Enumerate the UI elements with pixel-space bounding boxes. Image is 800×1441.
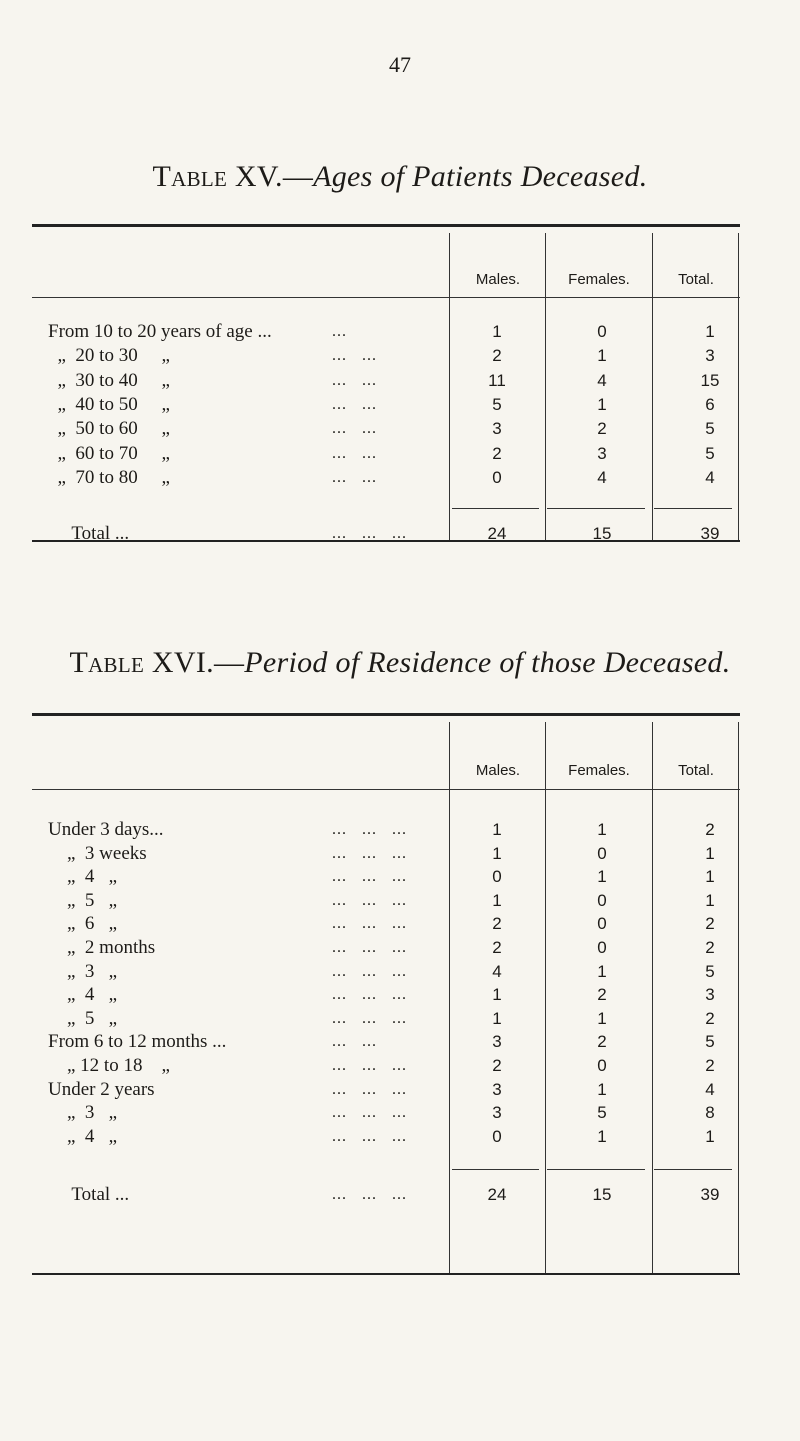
header-total: Total. [678,271,714,288]
row-label: „ 12 to 18 „ [48,1055,170,1076]
total-value: 1 [705,867,715,887]
total-value: 2 [705,914,715,934]
row-leader-dots: ... ... [332,347,377,365]
females-value: 0 [597,890,607,910]
row-leader-dots: ... ... ... [332,1009,407,1027]
females-value: 1 [597,867,607,887]
females-value: 1 [597,1008,607,1028]
females-value: 1 [597,820,607,839]
total-value: 39 [700,1184,720,1204]
total-value: 39 [700,523,720,543]
table-xv-title-prefix: Table XV. [152,160,283,193]
row-leader-dots: ... ... ... [332,524,407,542]
total-value: 2 [705,938,715,957]
total-value: 1 [705,843,715,863]
females-value: 0 [597,1056,607,1075]
females-value: 0 [597,914,607,934]
table-xv-title: Table XV.—Ages of Patients Deceased. [152,160,648,193]
females-value: 1 [597,394,607,414]
table-row [32,960,740,983]
males-value: 1 [492,820,502,839]
header-males: Males. [475,271,521,288]
females-value: 2 [597,1032,607,1052]
total-value: 4 [705,1079,715,1099]
females-value: 15 [592,523,612,543]
row-leader-dots: ... ... ... [332,1080,407,1098]
table-row [32,936,740,959]
females-value: 2 [597,985,607,1005]
row-label: Total ... [48,522,130,544]
males-value: 0 [492,867,502,887]
row-label: „ 60 to 70 „ [48,442,170,464]
males-value: 0 [492,467,502,487]
males-value: 0 [492,1126,502,1146]
males-value: 1 [492,322,502,341]
row-leader-dots: ... ... ... [332,1127,407,1145]
total-value: 1 [705,890,715,910]
table-row [32,1054,740,1077]
females-value: 15 [592,1184,612,1204]
table-row [32,466,740,489]
row-leader-dots: ... ... [332,468,377,486]
males-value: 2 [492,1056,502,1075]
row-label: „ 6 „ [48,913,118,935]
row-leader-dots: ... ... ... [332,844,407,862]
total-row [32,522,740,545]
females-value: 1 [597,346,607,366]
row-label: „ 70 to 80 „ [48,466,170,488]
females-value: 0 [597,843,607,863]
row-leader-dots: ... ... ... [332,962,407,980]
row-label: „ 4 „ [48,1125,118,1147]
table-row [32,369,740,392]
row-leader-dots: ... ... ... [332,1185,407,1203]
total-value: 8 [705,1103,715,1123]
total-value: 1 [705,322,715,341]
row-leader-dots: ... ... ... [332,986,407,1004]
table-xvi-title-prefix: Table XVI. [69,646,214,679]
row-label: Under 3 days... [48,819,164,840]
table-row [32,912,740,935]
table-xvi [32,713,740,1275]
row-leader-dots: ... ... ... [332,821,407,838]
row-leader-dots: ... ... [332,420,377,438]
row-leader-dots: ... ... [332,371,377,389]
total-rule [452,1169,539,1170]
females-value: 0 [597,322,607,341]
row-leader-dots: ... ... [332,1033,377,1051]
males-value: 24 [487,1184,507,1204]
males-value: 2 [492,914,502,934]
row-leader-dots: ... ... ... [332,868,407,886]
table-row [32,889,740,912]
females-value: 1 [597,1079,607,1099]
females-value: 3 [597,443,607,463]
table-row [32,1007,740,1030]
males-value: 2 [492,938,502,957]
table-row [32,865,740,888]
total-value: 5 [705,1032,715,1052]
total-value: 3 [705,346,715,366]
table-xv [32,224,740,542]
row-label: „ 2 months [48,937,156,958]
table-row [32,442,740,465]
row-label: „ 3 „ [48,960,118,982]
males-value: 11 [488,370,506,390]
total-value: 4 [705,467,715,487]
row-label: „ 50 to 60 „ [48,418,170,440]
row-leader-dots: ... ... ... [332,915,407,933]
row-label: Total ... [48,1183,130,1205]
females-value: 5 [597,1103,607,1123]
total-value: 6 [705,394,715,414]
header-total: Total. [678,762,714,779]
row-leader-dots: ... ... ... [332,891,407,909]
table-row [32,320,740,343]
males-value: 2 [492,346,502,366]
total-value: 1 [705,1126,715,1146]
males-value: 4 [492,961,502,981]
table-row [32,1030,740,1053]
males-value: 3 [492,419,502,439]
table-row [32,417,740,440]
header-females: Females. [568,762,630,779]
total-value: 3 [705,985,715,1005]
table-row [32,1125,740,1148]
row-label: „ 40 to 50 „ [48,393,170,415]
total-value: 5 [705,961,715,981]
total-row [32,1183,740,1206]
total-rule [547,1169,645,1170]
row-label: „ 30 to 40 „ [48,369,170,391]
males-value: 3 [492,1079,502,1099]
males-value: 1 [492,1008,502,1028]
total-rule [654,508,732,509]
table-row [32,818,740,841]
header-females: Females. [568,271,630,288]
row-leader-dots: ... ... ... [332,1104,407,1122]
males-value: 2 [492,443,502,463]
table-xv-title-italic: Ages of Patients Deceased. [313,160,648,193]
table-row [32,393,740,416]
total-value: 5 [705,419,715,439]
total-rule [654,1169,732,1170]
table-row [32,1078,740,1101]
table-xvi-title: Table XVI.—Period of Residence of those Deceased. [69,646,731,679]
males-value: 1 [492,985,502,1005]
total-value: 5 [705,443,715,463]
row-label: „ 5 „ [48,1007,118,1029]
males-value: 5 [492,394,502,414]
total-value: 2 [705,1056,715,1075]
row-label: „ 5 „ [48,889,118,911]
page-number: 47 [389,52,411,77]
males-value: 1 [492,890,502,910]
row-label: „ 20 to 30 „ [48,345,170,367]
table-xvi-title-italic: Period of Residence of those Deceased. [244,646,731,679]
females-value: 2 [597,419,607,439]
header-rule [32,789,740,790]
females-value: 1 [597,961,607,981]
males-value: 1 [492,843,502,863]
row-label: Under 2 years [48,1078,155,1100]
females-value: 0 [597,938,607,957]
females-value: 4 [597,467,607,487]
total-value: 2 [705,1008,715,1028]
females-value: 1 [597,1126,607,1146]
table-row [32,344,740,367]
row-label: „ 3 „ [48,1102,118,1124]
row-label: „ 3 weeks [48,842,147,864]
table-row [32,1101,740,1124]
females-value: 4 [597,370,607,390]
males-value: 24 [487,523,507,543]
table-row [32,842,740,865]
row-label: „ 4 „ [48,984,118,1006]
males-value: 3 [492,1032,502,1052]
table-row [32,983,740,1006]
row-leader-dots: ... ... ... [332,939,407,956]
row-leader-dots: ... [332,323,347,340]
total-rule [452,508,539,509]
males-value: 3 [492,1103,502,1123]
total-value: 15 [700,370,720,390]
header-males: Males. [475,762,521,779]
row-label: From 6 to 12 months ... [48,1031,227,1053]
row-leader-dots: ... ... [332,444,377,462]
row-leader-dots: ... ... [332,395,377,413]
row-label: From 10 to 20 years of age ... [48,321,272,342]
total-rule [547,508,645,509]
header-rule [32,297,740,298]
row-leader-dots: ... ... ... [332,1057,407,1074]
total-value: 2 [705,820,715,839]
row-label: „ 4 „ [48,866,118,888]
